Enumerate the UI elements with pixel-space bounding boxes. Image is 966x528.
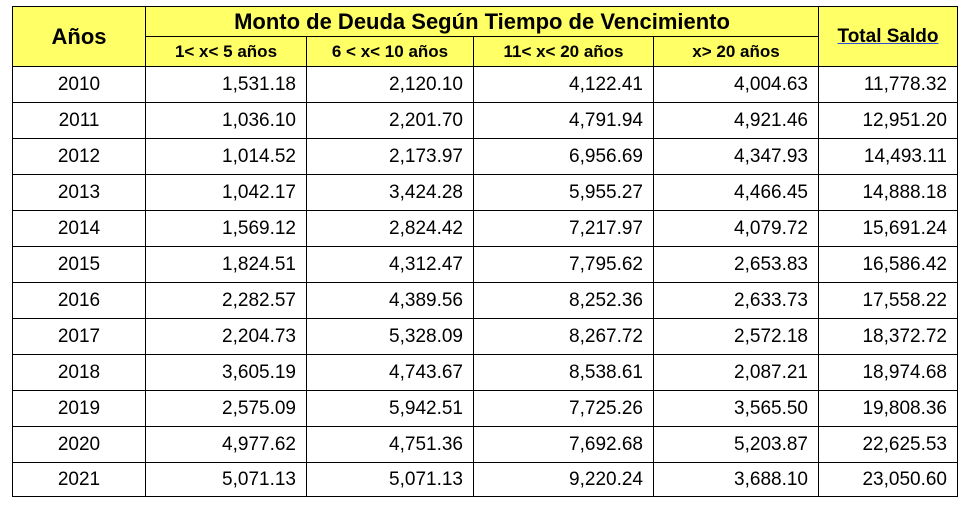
value-cell: 1,042.17 [146, 175, 307, 211]
value-cell: 1,569.12 [146, 211, 307, 247]
table-row [13, 139, 958, 175]
value-cell: 5,203.87 [654, 427, 819, 463]
table-row [13, 355, 958, 391]
value-cell: 5,955.27 [474, 175, 654, 211]
table-row [13, 319, 958, 355]
years-header: Años [13, 7, 146, 67]
value-cell: 4,389.56 [307, 283, 474, 319]
table-row [13, 175, 958, 211]
value-cell: 8,538.61 [474, 355, 654, 391]
total-cell: 18,974.68 [819, 355, 958, 391]
value-cell: 3,424.28 [307, 175, 474, 211]
value-cell: 5,071.13 [307, 463, 474, 497]
value-cell: 2,653.83 [654, 247, 819, 283]
value-cell: 2,633.73 [654, 283, 819, 319]
year-cell: 2015 [13, 247, 146, 283]
table-row [13, 67, 958, 103]
table-row [13, 247, 958, 283]
value-cell: 8,267.72 [474, 319, 654, 355]
value-cell: 4,977.62 [146, 427, 307, 463]
value-cell: 4,079.72 [654, 211, 819, 247]
total-cell: 11,778.32 [819, 67, 958, 103]
value-cell: 6,956.69 [474, 139, 654, 175]
year-cell: 2014 [13, 211, 146, 247]
value-cell: 3,605.19 [146, 355, 307, 391]
total-header [819, 7, 958, 67]
column-header-1-5: 1< x< 5 años [146, 37, 307, 67]
value-cell: 4,004.63 [654, 67, 819, 103]
column-header-6-10: 6 < x< 10 años [307, 37, 474, 67]
year-cell: 2013 [13, 175, 146, 211]
value-cell: 9,220.24 [474, 463, 654, 497]
year-cell: 2017 [13, 319, 146, 355]
year-cell: 2021 [13, 463, 146, 497]
total-cell: 12,951.20 [819, 103, 958, 139]
year-cell: 2012 [13, 139, 146, 175]
value-cell: 4,122.41 [474, 67, 654, 103]
total-cell: 19,808.36 [819, 391, 958, 427]
value-cell: 2,120.10 [307, 67, 474, 103]
table-row [13, 427, 958, 463]
total-header-label: Total Saldo [837, 25, 939, 47]
value-cell: 4,312.47 [307, 247, 474, 283]
year-cell: 2018 [13, 355, 146, 391]
year-cell: 2016 [13, 283, 146, 319]
value-cell: 5,328.09 [307, 319, 474, 355]
table-row [13, 103, 958, 139]
value-cell: 5,942.51 [307, 391, 474, 427]
value-cell: 2,204.73 [146, 319, 307, 355]
value-cell: 2,087.21 [654, 355, 819, 391]
group-title-header: Monto de Deuda Según Tiempo de Vencimiento [146, 7, 819, 37]
value-cell: 8,252.36 [474, 283, 654, 319]
year-cell: 2020 [13, 427, 146, 463]
value-cell: 2,173.97 [307, 139, 474, 175]
value-cell: 4,791.94 [474, 103, 654, 139]
value-cell: 7,692.68 [474, 427, 654, 463]
total-cell: 23,050.60 [819, 463, 958, 497]
value-cell: 7,725.26 [474, 391, 654, 427]
total-cell: 18,372.72 [819, 319, 958, 355]
value-cell: 4,751.36 [307, 427, 474, 463]
value-cell: 4,743.67 [307, 355, 474, 391]
value-cell: 2,282.57 [146, 283, 307, 319]
value-cell: 2,575.09 [146, 391, 307, 427]
value-cell: 4,466.45 [654, 175, 819, 211]
column-header-11-20: 11< x< 20 años [474, 37, 654, 67]
year-cell: 2010 [13, 67, 146, 103]
total-cell: 14,493.11 [819, 139, 958, 175]
total-cell: 17,558.22 [819, 283, 958, 319]
table-row [13, 391, 958, 427]
year-cell: 2019 [13, 391, 146, 427]
value-cell: 7,795.62 [474, 247, 654, 283]
total-cell: 16,586.42 [819, 247, 958, 283]
value-cell: 3,688.10 [654, 463, 819, 497]
value-cell: 2,201.70 [307, 103, 474, 139]
total-cell: 22,625.53 [819, 427, 958, 463]
value-cell: 1,824.51 [146, 247, 307, 283]
total-cell: 14,888.18 [819, 175, 958, 211]
value-cell: 1,014.52 [146, 139, 307, 175]
table-row [13, 463, 958, 497]
value-cell: 3,565.50 [654, 391, 819, 427]
value-cell: 4,921.46 [654, 103, 819, 139]
value-cell: 4,347.93 [654, 139, 819, 175]
value-cell: 5,071.13 [146, 463, 307, 497]
total-cell: 15,691.24 [819, 211, 958, 247]
value-cell: 1,036.10 [146, 103, 307, 139]
value-cell: 1,531.18 [146, 67, 307, 103]
value-cell: 2,572.18 [654, 319, 819, 355]
value-cell: 7,217.97 [474, 211, 654, 247]
table-row [13, 283, 958, 319]
table-row [13, 211, 958, 247]
year-cell: 2011 [13, 103, 146, 139]
value-cell: 2,824.42 [307, 211, 474, 247]
column-header-over-20: x> 20 años [654, 37, 819, 67]
debt-maturity-table [12, 6, 958, 497]
